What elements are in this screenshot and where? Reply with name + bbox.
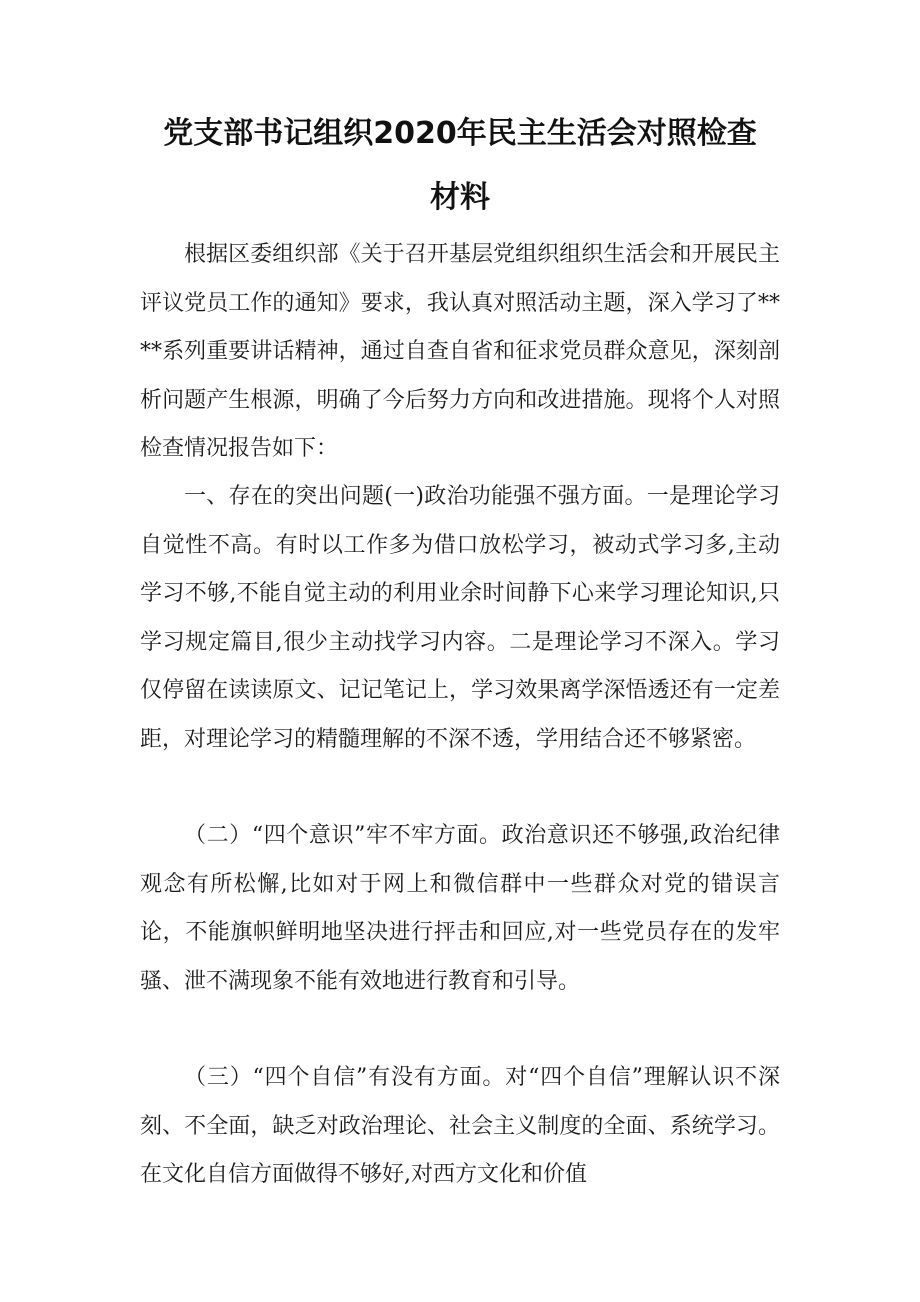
paragraph-four-confidences: （三）“四个自信”有没有方面。对“四个自信”理解认识不深刻、不全面，缺乏对政治理论、社会主义制度的全面、系统学习。在文化自信方面做得不够好,对西方文化和价值 [140, 1065, 780, 1187]
document-title-line-1: 党支部书记组织2020年民主生活会对照检查 [163, 116, 757, 151]
paragraph-intro: 根据区委组织部《关于召开基层党组织组织生活会和开展民主评议党员工作的通知》要求，我认真对照活动主题，深入学习了****系列重要讲话精神，通过自查自省和征求党员群众意见，深刻剖析问题产生根源，明确了今后努力方向和改进措施。现将个人对照检查情况报告如下： [140, 242, 780, 461]
document-title-line-2: 材料 [430, 180, 490, 215]
paragraph-political-function: 一、存在的突出问题(一)政治功能强不强方面。一是理论学习自觉性不高。有时以工作多为借口放松学习，被动式学习多,主动学习不够,不能自觉主动的利用业余时间静下心来学习理论知识,只学习规定篇目,很少主动找学习内容。二是理论学习不深入。学习仅停留在读读原文、记记笔记上，学习效果离学深悟透还有一定差距，对理论学习的精髓理解的不深不透，学用结合还不够紧密。 [140, 484, 780, 752]
paragraph-four-consciousness: （二）“四个意识”牢不牢方面。政治意识还不够强,政治纪律观念有所松懈,比如对于网上和微信群中一些群众对党的错误言论，不能旗帜鲜明地坚决进行抨击和回应,对一些党员存在的发牢骚、泄不满现象不能有效地进行教育和引导。 [140, 823, 780, 994]
